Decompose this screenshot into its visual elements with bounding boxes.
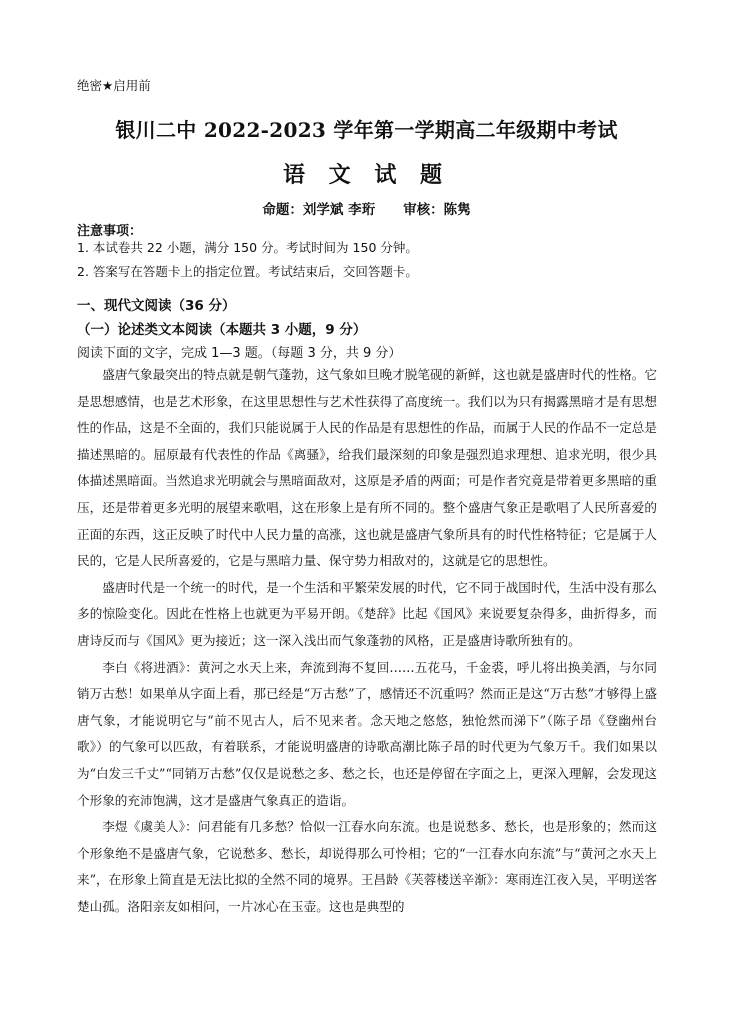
confidential-label: 绝密★启用前 bbox=[77, 78, 151, 93]
notes-heading: 注意事项： bbox=[77, 224, 143, 239]
reading-passage bbox=[77, 362, 657, 920]
reading-instruction: 阅读下面的文字，完成 1—3 题。（每题 3 分，共 9 分） bbox=[77, 346, 402, 361]
authors-line bbox=[0, 198, 733, 218]
exam-subtitle: 语 文 试 题 bbox=[283, 162, 450, 188]
exam-title: 银川二中 2022-2023 学年第一学期高二年级期中考试 bbox=[115, 118, 618, 142]
note-item: 1. 本试卷共 22 小题，满分 150 分。考试时间为 150 分钟。 bbox=[77, 240, 418, 255]
passage-paragraph: 李白《将进酒》：黄河之水天上来，奔流到海不复回……五花马，千金裘，呼儿将出换美酒，与尔同销万古愁！如果单从字面上看，那已经是“万古愁”了，感情还不沉重吗？然而正是这“万古愁”才够得上盛唐气象，才能说明它与“前不见古人，后不见来者。念天地之悠悠，独怆然而涕下”（陈子昂《登幽州台歌》）的气象可以匹敌，有着联系，才能说明盛唐的诗歌高潮比陈子昂的时代更为气象万千。我们如果以为“白发三千丈”“同销万古愁”仅仅是说愁之多、愁之长，也还是停留在字面之上，更深入理解，会发现这个形象的充沛饱满，这才是盛唐气象真正的造诣。 bbox=[77, 659, 657, 808]
note-item: 2. 答案写在答题卡上的指定位置。考试结束后，交回答题卡。 bbox=[77, 264, 418, 279]
subsection-heading: （一）论述类文本阅读（本题共 3 小题，9 分） bbox=[77, 322, 367, 338]
reviewer-label: 审核：陈隽 bbox=[403, 202, 471, 218]
authors-label: 命题：刘学斌 李珩 bbox=[262, 202, 376, 218]
passage-paragraph: 李煜《虞美人》：问君能有几多愁？恰似一江春水向东流。也是说愁多、愁长，也是形象的；然而这个形象绝不是盛唐气象，它说愁多、愁长，却说得那么可怜相；它的“一江春水向东流”与“黄河之水天上来”，在形象上简直是无法比拟的全然不同的境界。王昌龄《芙蓉楼送辛渐》：寒雨连江夜入吴，平明送客楚山孤。洛阳亲友如相问，一片冰心在玉壶。这也是典型的 bbox=[77, 819, 657, 914]
passage-paragraph: 盛唐时代是一个统一的时代，是一个生活和平繁荣发展的时代，它不同于战国时代，生活中没有那么多的惊险变化。因此在性格上也就更为平易开朗。《楚辞》比起《国风》来说要复杂得多，曲折得多，而唐诗反而与《国风》更为接近；这一深入浅出而气象蓬勃的风格，正是盛唐诗歌所独有的。 bbox=[77, 579, 657, 648]
passage-paragraph: 盛唐气象最突出的特点就是朝气蓬勃，这气象如旦晚才脱笔砚的新鲜，这也就是盛唐时代的性格。它是思想感情，也是艺术形象，在这里思想性与艺术性获得了高度统一。我们以为只有揭露黑暗才是有思想性的作品，这是不全面的，我们只能说属于人民的作品是有思想性的作品，而属于人民的作品不一定总是描述黑暗的。屈原最有代表性的作品《离骚》，给我们最深刻的印象是强烈追求理想、追求光明，很少具体描述黑暗面。当然追求光明就会与黑暗面敌对，这原是矛盾的两面；可是作者究竟是带着更多黑暗的重压，还是带着更多光明的展望来歌唱，这在形象上是有所不同的。整个盛唐气象正是歌唱了人民所喜爱的正面的东西，这正反映了时代中人民力量的高涨，这也就是盛唐气象所具有的时代性格特征；它是属于人民的，它是人民所喜爱的，它是与黑暗力量、保守势力相敌对的，这就是它的思想性。 bbox=[77, 367, 657, 569]
section-heading: 一、现代文阅读（36 分） bbox=[77, 298, 236, 314]
